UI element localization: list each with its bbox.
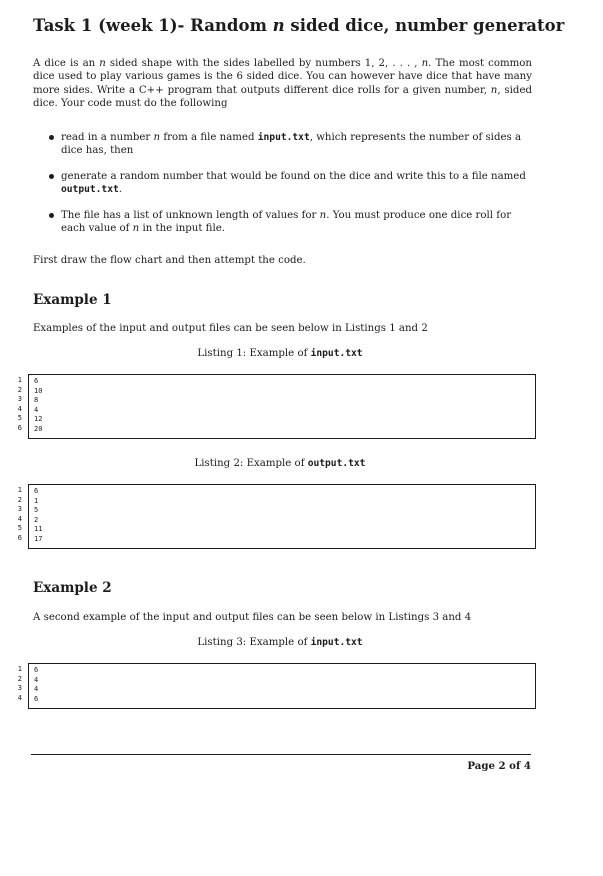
- bullet-icon: [49, 213, 54, 218]
- bullet-icon: [49, 174, 54, 179]
- intro-paragraph: A dice is an n sided shape with the sides labelled by numbers 1, 2, . . . , n. The most common dice used to play various games is the 6 sided dice. You can however have dice that have many more sides. Write a C++ program that outputs different dice rolls for a given number, n, sided dice. Your code must do the following: [33, 58, 532, 109]
- flow-chart-note: First draw the flow chart and then attempt the code.: [33, 255, 306, 266]
- list-item: The file has a list of unknown length of values for n. You must produce one dice roll for each value of n in the input file.: [61, 209, 532, 236]
- example1-heading: Example 1: [33, 292, 112, 308]
- listing2-values: 6 1 5 2 11 17: [34, 487, 43, 543]
- listing2-line-numbers: 1 2 3 4 5 6: [17, 486, 22, 542]
- listing3-line-numbers: 1 2 3 4: [17, 665, 22, 702]
- example2-text: A second example of the input and output files can be seen below in Listings 3 and 4: [33, 612, 472, 623]
- listing1-caption: Listing 1: Example of input.txt: [197, 348, 363, 359]
- bullet-icon: [49, 135, 54, 140]
- example2-heading: Example 2: [33, 580, 112, 596]
- listing3-values: 6 4 4 6: [34, 666, 39, 703]
- listing1-line-numbers: 1 2 3 4 5 6: [17, 376, 22, 432]
- example1-text: Examples of the input and output files can be seen below in Listings 1 and 2: [33, 323, 428, 334]
- list-item: generate a random number that would be found on the dice and write this to a file named output.txt.: [61, 170, 532, 197]
- page-title: Task 1 (week 1)- Random n sided dice, number generator: [33, 16, 565, 35]
- footer-divider: [31, 754, 531, 755]
- listing1-box: [28, 374, 536, 439]
- listing3-caption: Listing 3: Example of input.txt: [197, 637, 363, 648]
- list-item: read in a number n from a file named input.txt, which represents the number of sides a dice has, then: [61, 131, 532, 158]
- listing2-box: [28, 484, 536, 549]
- listing3-box: [28, 663, 536, 709]
- listing1-values: 6 10 8 4 12 20: [34, 377, 43, 433]
- listing2-caption: Listing 2: Example of output.txt: [194, 458, 366, 469]
- page-number: Page 2 of 4: [467, 760, 531, 772]
